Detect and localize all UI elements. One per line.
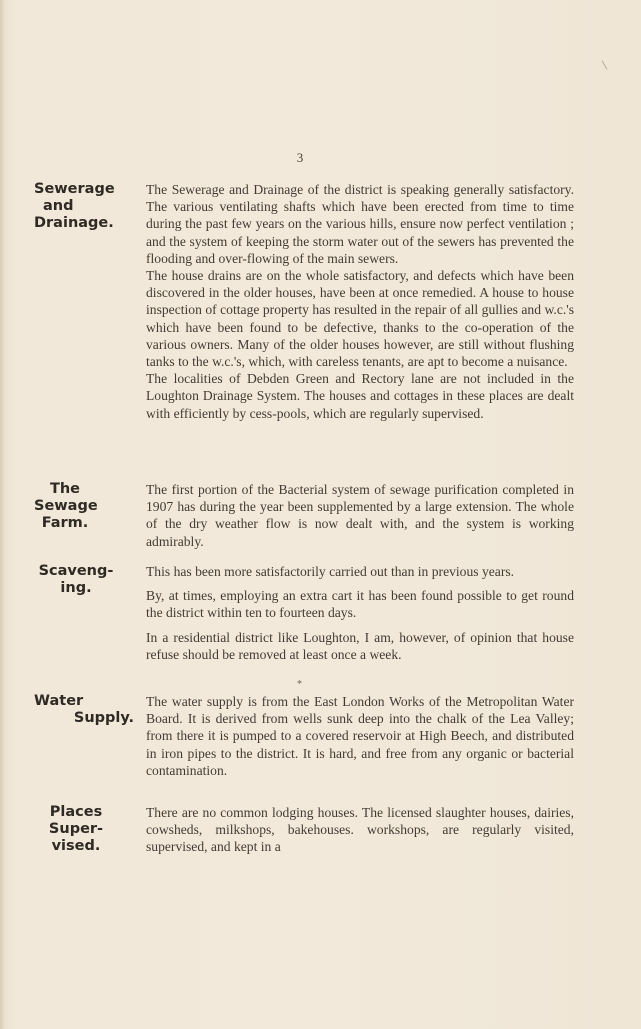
side-heading-line: Drainage. <box>34 215 114 231</box>
side-heading-scavenging <box>34 563 118 597</box>
side-heading-line: and <box>43 198 74 214</box>
side-heading-sewerage <box>34 181 130 232</box>
paragraph: The first portion of the Bacterial system of sewage purification completed in 1907 has during the year been supplemented by a large extension. The whole of the dry weather flow is now dealt with, and the system is working admirably. <box>146 482 574 549</box>
page-edge <box>0 0 5 1029</box>
paragraph: The water supply is from the East London Works of the Metropolitan Water Board. It is derived from wells sunk deep into the chalk of the Lea Valley; from there it is pumped to a covered reservoir at High Beech, and distributed in iron pipes to the district. It is hard, and free from any organic or bacterial contamination. <box>146 694 574 778</box>
side-heading-line: Sewerage <box>34 181 115 197</box>
side-heading-line: Sewage <box>34 498 98 514</box>
paragraph: The Sewerage and Drainage of the district is speaking generally satisfactory. The various ventilating shafts which have been erected from time to time during the past few years on the various hills, ensure now perfect ventilation ; and the system of keeping the storm water out of the sewers has prevented the flooding and over-flowing of the main sewers. <box>146 182 574 266</box>
side-heading-sewage-farm <box>34 481 96 532</box>
paragraph: There are no common lodging houses. The licensed slaughter houses, dairies, cowsheds, milkshops, bakehouses. workshops, are regularly visited, supervised, and kept in a <box>146 805 574 855</box>
page-number: 3 <box>296 150 304 165</box>
paragraph: In a residential district like Loughton, I am, however, of opinion that house refuse should be removed at least once a week. <box>146 629 574 662</box>
side-heading-line: Water <box>34 693 84 709</box>
side-heading-line: Farm. <box>41 515 89 531</box>
paragraph: This has been more satisfactorily carried out than in previous years. <box>146 564 515 579</box>
side-heading-line: Places <box>49 804 103 820</box>
side-heading-line: The <box>49 481 81 497</box>
stray-mark: * <box>297 679 302 690</box>
section-body-sewerage <box>146 181 574 422</box>
section-body-places-supervised <box>146 804 574 856</box>
paragraph: The house drains are on the whole satisfactory, and defects which have been discovered in the older houses, have been at once remedied. A house to house inspection of cottage property has resulted in the repair of all gullies and w.c.'s which have been found to be defective, thanks to the co-operation of the various owners. Many of the older houses however, are still without flushing tanks to the w.c.'s, which, with careless tenants, are apt to become a nuisance. <box>146 268 574 370</box>
section-body-scavenging <box>146 563 574 663</box>
section-body-sewage-farm <box>146 481 574 550</box>
side-heading-places-supervised <box>34 804 118 855</box>
side-heading-water-supply <box>34 693 134 727</box>
paragraph: By, at times, employing an extra cart it has been found possible to get round the district within ten to fourteen days. <box>146 588 574 621</box>
paragraph: The localities of Debden Green and Rectory lane are not included in the Loughton Drainage System. The houses and cottages in these places are dealt with efficiently by cess-pools, which are regularly supervised. <box>146 371 574 421</box>
side-heading-line: Supply. <box>73 710 134 726</box>
side-heading-line: ing. <box>60 580 92 596</box>
side-heading-line: Scaveng- <box>38 563 114 579</box>
side-heading-line: vised. <box>51 838 101 854</box>
side-heading-line: Super- <box>48 821 104 837</box>
section-body-water-supply <box>146 693 574 779</box>
